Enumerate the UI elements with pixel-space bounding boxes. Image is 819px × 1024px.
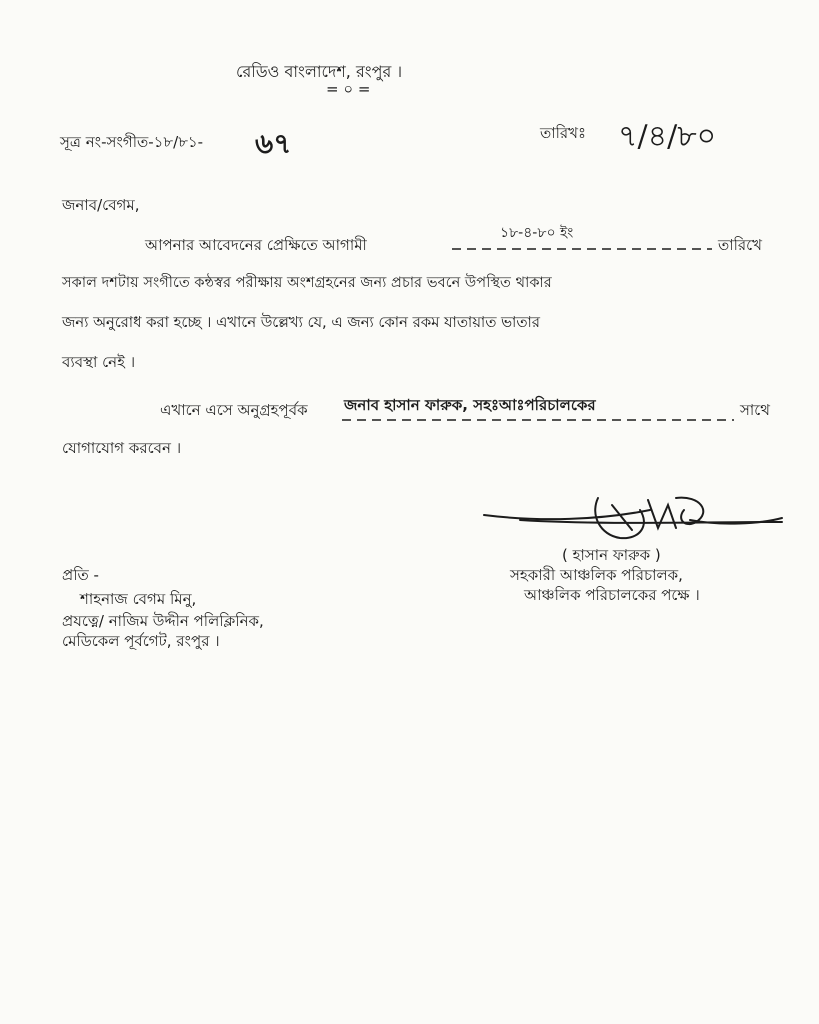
header-separator: = ০ = bbox=[326, 80, 371, 98]
body-line-5-suffix: সাথে bbox=[740, 401, 770, 419]
salutation: জনাব/বেগম, bbox=[62, 196, 140, 214]
contact-person: জনাব হাসান ফারুক, সহঃআঃপরিচালকের bbox=[344, 396, 596, 414]
body-line-4: ব্যবস্থা নেই । bbox=[62, 353, 136, 371]
recipient-address: মেডিকেল পূর্বগেট, রংপুর । bbox=[62, 632, 220, 650]
body-line-3: জন্য অনুরোধ করা হচ্ছে । এখানে উল্লেখ্য যে, এ জন্য কোন রকম যাতায়াত ভাতার bbox=[62, 314, 540, 331]
body-line-2: সকাল দশটায় সংগীতে কন্ঠস্বর পরীক্ষায় অংশগ্রহনের জন্য প্রচার ভবনে উপস্থিত থাকার bbox=[62, 274, 552, 291]
recipient-label: প্রতি - bbox=[62, 566, 99, 584]
date-label: তারিখঃ bbox=[540, 124, 586, 142]
memo-reference-number: ৬৭ bbox=[255, 127, 292, 160]
recipient-name: শাহনাজ বেগম মিনু, bbox=[80, 590, 197, 608]
recipient-care-of: প্রযত্নে/ নাজিম উদ্দীন পলিক্লিনিক, bbox=[62, 612, 264, 630]
signatory-name: ( হাসান ফারুক ) bbox=[562, 546, 661, 564]
body-line-5-prefix: এখানে এসে অনুগ্রহপূর্বক bbox=[160, 401, 308, 419]
test-date: ১৮-৪-৮০ ইং bbox=[500, 225, 574, 241]
body-line-1-suffix: তারিখে bbox=[718, 236, 763, 254]
signature-scribble bbox=[484, 498, 782, 539]
date-value: ৭/৪/৮০ bbox=[618, 119, 717, 154]
signatory-designation: সহকারী আঞ্চলিক পরিচালক, bbox=[510, 566, 683, 584]
memo-reference: সূত্র নং-সংগীত-১৮/৮১- bbox=[60, 133, 204, 151]
office-heading: রেডিও বাংলাদেশ, রংপুর । bbox=[236, 62, 403, 81]
body-line-1-prefix: আপনার আবেদনের প্রেক্ষিতে আগামী bbox=[145, 236, 367, 254]
signatory-on-behalf: আঞ্চলিক পরিচালকের পক্ষে । bbox=[524, 586, 700, 604]
body-line-6: যোগাযোগ করবেন । bbox=[62, 439, 182, 457]
